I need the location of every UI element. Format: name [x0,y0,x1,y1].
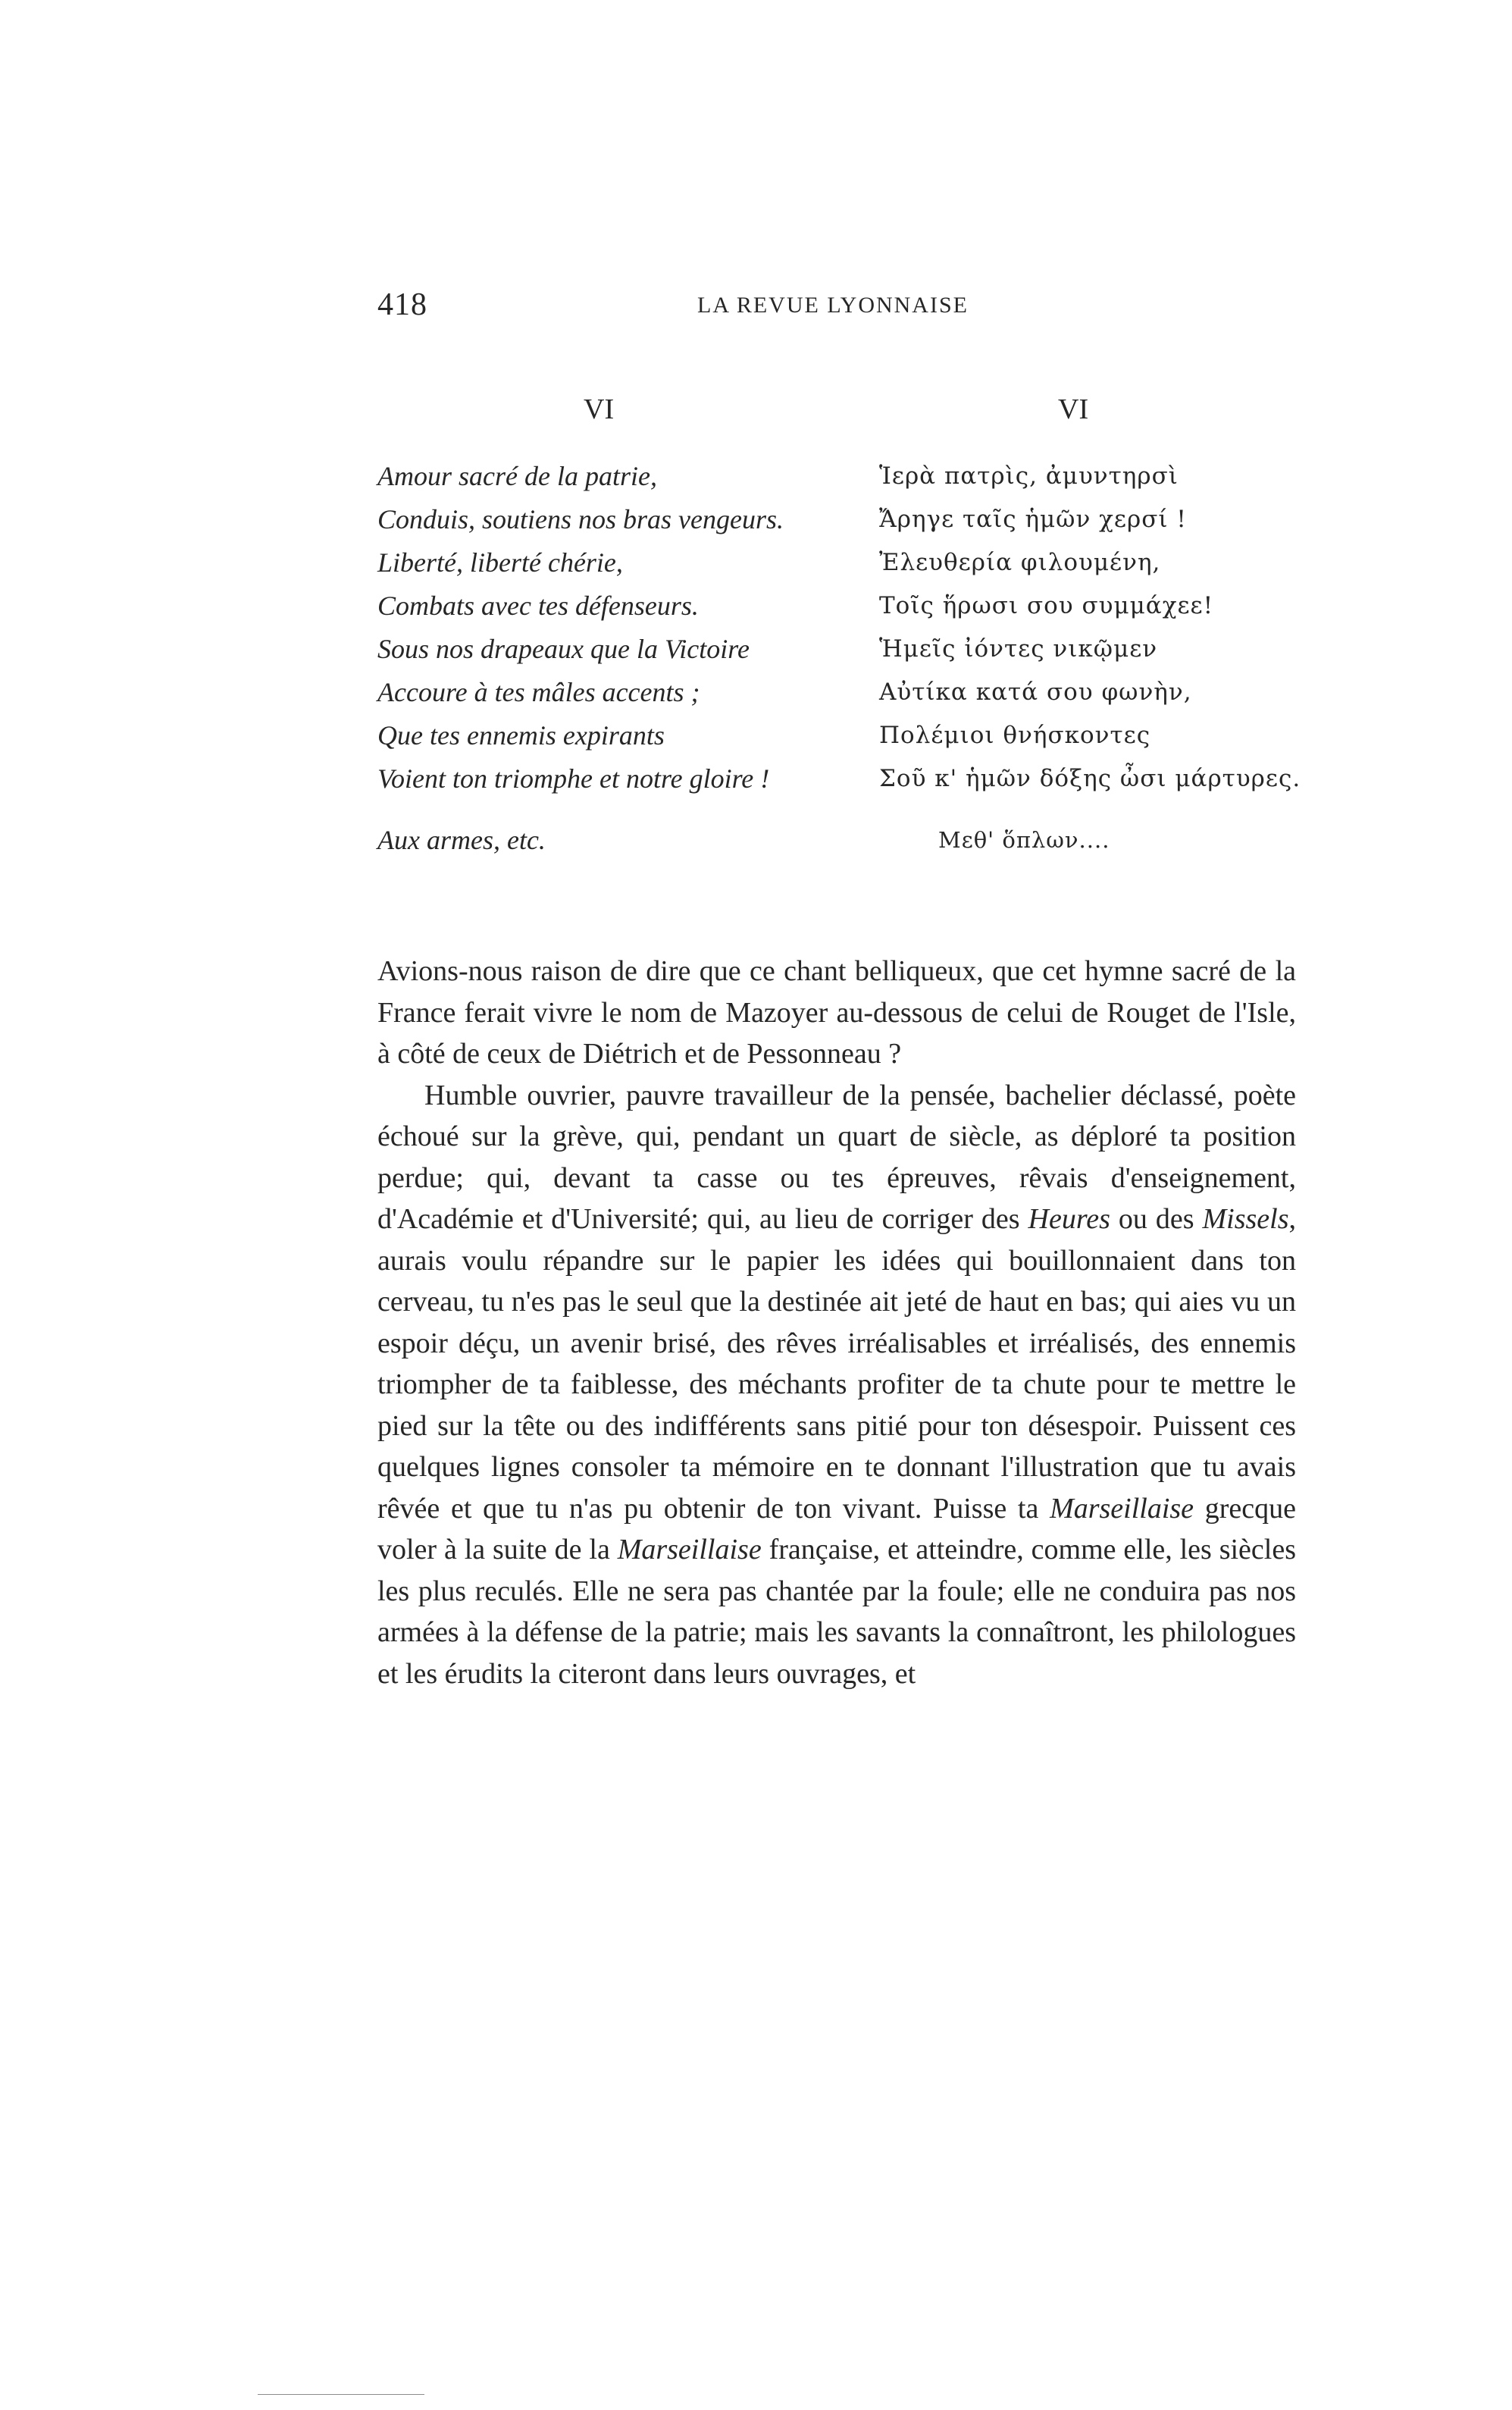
verse-line: Σοῦ κ' ἡμῶν δόξης ὦσι μάρτυρες. [879,765,1301,792]
bottom-rule [258,2394,424,2395]
italic-title: Missels [1202,1203,1289,1235]
verse-line: Ἡμεῖς ἰόντες νικῷμεν [879,635,1158,663]
page-number: 418 [377,287,427,322]
verse-line: Que tes ennemis expirants [377,720,665,751]
greek-stanza-number: VI [1058,393,1089,425]
french-refrain: Aux armes, etc. [377,825,546,855]
french-stanza [377,387,847,862]
body-text [377,951,1296,1694]
greek-refrain: Μεθ' ὅπλων.... [938,827,1110,853]
verse-line: Πολέμιοι θνήσκοντες [879,722,1151,749]
paragraph: Humble ouvrier, pauvre travailleur de la pensée, bachelier déclassé, poète échoué sur la grève, qui, pendant un quart de siècle, as déploré ta position perdue; qui, devant ta casse ou tes épreuves, rêvais d'enseignement, d'Académie et d'Université; qui, au lieu de corriger des Heures ou des Missels, aurais voulu répandre sur le papier les idées qui bouillonnaient dans ton cerveau, tu n'es pas le seul que la destinée ait jeté de haut en bas; qui aies vu un espoir déçu, un avenir brisé, des rêves irréalisables et irréalisés, des ennemis triompher de ta faiblesse, des méchants profiter de ta chute pour te mettre le pied sur la tête ou des indifférents sans pitié pour ton désespoir. Puissent ces quelques lignes consoler ta mémoire en te donnant l'illustration que tu avais rêvée et que tu n'as pu obtenir de ton vivant. Puisse ta Marseillaise grecque voler à la suite de la Marseillaise française, et atteindre, comme elle, les siècles les plus reculés. Elle ne sera pas chantée par la foule; elle ne conduira pas nos armées à la défense de la patrie; mais les savants la connaîtront, les philologues et les érudits la citeront dans leurs ouvrages, et [377,1079,1297,1690]
greek-verse-lines [879,455,1349,801]
verse-line: Ἱερὰ πατρὶς, ἀμυντηρσὶ [879,462,1179,490]
verse-line: Sous nos drapeaux que la Victoire [377,634,750,664]
verse-line: Ἐλευθερία φιλουμένη, [879,549,1161,576]
verse-line: Combats avec tes défenseurs. [377,591,699,621]
italic-title: Marseillaise [1050,1492,1194,1525]
french-verse-lines [377,455,847,801]
verse-line: Voient ton triomphe et notre gloire ! [377,763,770,794]
verse-line: Liberté, liberté chérie, [377,547,623,578]
verse-line: Αὐτίκα κατά σου φωνὴν, [879,678,1192,706]
italic-title: Marseillaise [617,1534,762,1565]
italic-title: Heures [1028,1203,1110,1235]
verse-line: Amour sacré de la patrie, [377,461,657,491]
verse-line: Τοῖς ἥρωσι σου συμμάχεε! [879,592,1214,619]
paragraph: Avions-nous raison de dire que ce chant belliqueux, que cet hymne sacré de la France ferait vivre le nom de Mazoyer au-dessous de celui de Rouget de l'Isle, à côté de ceux de Diétrich et de Pessonneau ? [377,955,1296,1070]
verse-line: Conduis, soutiens nos bras vengeurs. [377,504,784,534]
verse-line: Ἄρηγε ταῖς ἡμῶν χερσί ! [879,506,1187,533]
verse-line: Accoure à tes mâles accents ; [377,677,700,707]
french-stanza-number: VI [584,393,615,425]
running-head: LA REVUE LYONNAISE [697,293,969,318]
greek-stanza [879,387,1349,862]
